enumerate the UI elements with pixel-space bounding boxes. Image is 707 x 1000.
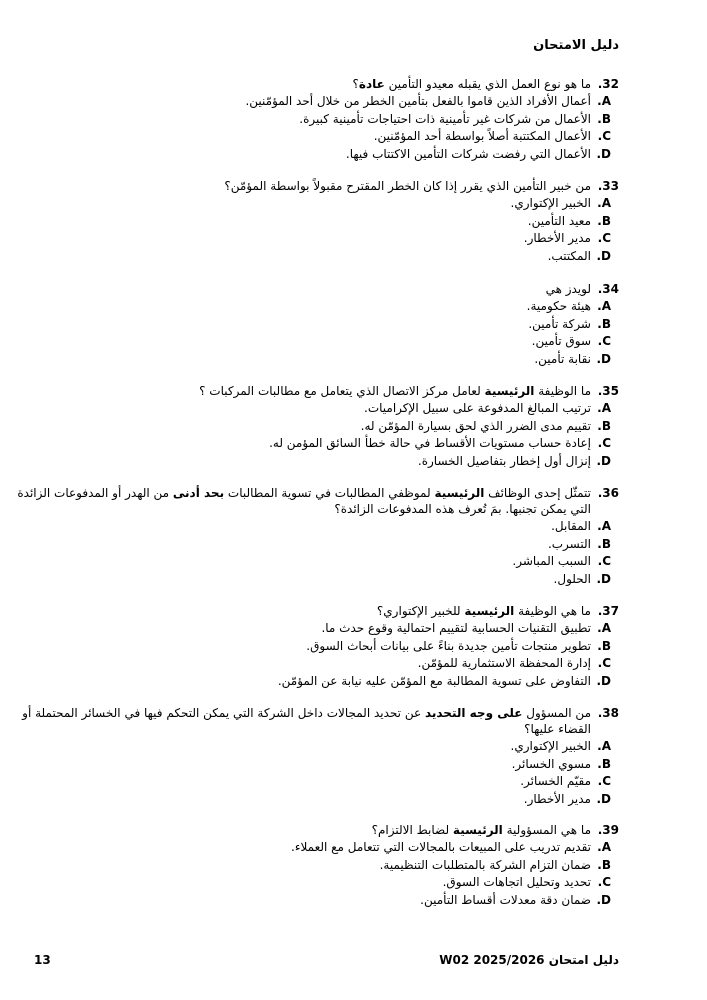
option-d: D. نقابة تأمين. <box>534 351 611 366</box>
question-text: ما هو نوع العمل الذي يقبله معيدو التأمين عادة؟ <box>352 77 591 91</box>
page-header-title: دليل الامتحان <box>533 38 619 53</box>
footer-title: دليل امتحان W02 2025/2026 <box>439 953 619 967</box>
option-list <box>9 518 619 588</box>
question-number: 36. <box>597 486 619 500</box>
question-text: تتمثّل إحدى الوظائف الرئيسية لموظفي المطالبات في تسوية المطالبات بحد أدنى من الهدر أو المدفوعات الزائدة التي يمكن تجنبها. بمَ تُعرف هذه المدفوعات الزائدة؟ <box>17 486 591 516</box>
question-number: 35. <box>597 384 619 398</box>
question-text: من خبير التأمين الذي يقرر إذا كان الخطر المقترح مقبولاً بواسطة المؤمّن؟ <box>224 179 591 193</box>
option-b: B. ضمان التزام الشركة بالمتطلبات التنظيمية. <box>379 857 611 872</box>
option-c: C. السبب المباشر. <box>512 554 611 568</box>
option-list <box>59 400 619 470</box>
option-c: C. سوق تأمين. <box>531 334 611 348</box>
option-b: B. الأعمال من شركات غير تأمينية ذات احتياجات تأمينية كبيرة. <box>299 111 611 126</box>
option-d: D. الأعمال التي رفضت شركات التأمين الاكتتاب فيها. <box>345 146 611 161</box>
option-d: D. المكتتب. <box>547 248 611 263</box>
question-stem <box>59 76 619 92</box>
question-text: ما هي الوظيفة الرئيسية للخبير الإكتواري؟ <box>376 604 591 618</box>
question-stem <box>9 485 619 517</box>
question-text: لويدز هي <box>545 282 591 296</box>
question-stem <box>59 822 619 838</box>
option-d: D. الحلول. <box>553 571 611 586</box>
question-stem <box>59 281 619 297</box>
option-list <box>59 93 619 163</box>
option-c: C. مقيّم الخسائر. <box>520 774 611 788</box>
option-d: D. إنزال أول إخطار بتفاصيل الخسارة. <box>417 453 611 468</box>
option-a: A. هيئة حكومية. <box>526 299 611 313</box>
question-33 <box>59 178 619 265</box>
question-36 <box>9 485 619 588</box>
question-text: ما الوظيفة الرئيسية لعامل مركز الاتصال الذي يتعامل مع مطالبات المركبات ؟ <box>199 384 591 398</box>
question-stem <box>59 603 619 619</box>
question-38 <box>9 705 619 808</box>
option-a: A. تطبيق التقنيات الحسابية لتقييم احتمالية وقوع حدث ما. <box>321 621 611 635</box>
question-number: 33. <box>597 179 619 193</box>
option-b: B. تطوير منتجات تأمين جديدة بناءً على بيانات أبحاث السوق. <box>306 638 611 653</box>
question-number: 32. <box>597 77 619 91</box>
question-number: 38. <box>597 706 619 720</box>
question-number: 39. <box>597 823 619 837</box>
question-number: 34. <box>597 282 619 296</box>
option-a: A. ترتيب المبالغ المدفوعة على سبيل الإكراميات. <box>364 401 611 415</box>
question-text: ما هي المسؤولية الرئيسية لضابط الالتزام؟ <box>371 823 591 837</box>
option-c: C. إعادة حساب مستويات الأقساط في حالة خطأ السائق المؤمن له. <box>269 436 611 450</box>
question-stem <box>59 383 619 399</box>
question-37 <box>59 603 619 690</box>
page-number: 13 <box>34 953 51 967</box>
option-c: C. إدارة المحفظة الاستثمارية للمؤمّن. <box>417 656 611 670</box>
question-39 <box>59 822 619 909</box>
option-b: B. معيد التأمين. <box>527 213 611 228</box>
option-c: C. الأعمال المكتتبة أصلاً بواسطة أحد المؤمّنين. <box>373 129 611 143</box>
option-a: A. الخبير الإكتواري. <box>510 196 611 210</box>
question-stem <box>9 705 619 737</box>
option-list <box>59 620 619 690</box>
question-35 <box>59 383 619 470</box>
question-32 <box>59 76 619 163</box>
question-stem <box>59 178 619 194</box>
option-d: D. مدير الأخطار. <box>523 791 611 806</box>
option-a: A. تقديم تدريب على المبيعات بالمجالات التي تتعامل مع العملاء. <box>291 840 611 854</box>
option-b: B. شركة تأمين. <box>528 316 611 331</box>
option-list <box>59 298 619 368</box>
option-b: B. مسوي الخسائر. <box>511 756 611 771</box>
option-list <box>59 195 619 265</box>
option-d: D. التفاوض على تسوية المطالبة مع المؤمّن عليه نيابة عن المؤمّن. <box>277 673 611 688</box>
option-a: A. المقابل. <box>551 519 611 533</box>
option-list <box>59 839 619 909</box>
option-a: A. أعمال الأفراد الذين قاموا بالفعل بتأمين الخطر من خلال أحد المؤمّنين. <box>245 94 611 108</box>
option-c: C. مدير الأخطار. <box>523 231 611 245</box>
option-b: B. التسرب. <box>547 536 611 551</box>
option-d: D. ضمان دقة معدلات أقساط التأمين. <box>420 892 611 907</box>
question-text: من المسؤول على وجه التحديد عن تحديد المجالات داخل الشركة التي يمكن التحكم فيها في الخسائر المحتملة أو القضاء عليها؟ <box>22 706 591 736</box>
option-c: C. تحديد وتحليل اتجاهات السوق. <box>442 875 611 889</box>
option-list <box>9 738 619 808</box>
page-footer <box>0 953 707 971</box>
question-34 <box>59 281 619 368</box>
option-b: B. تقييم مدى الضرر الذي لحق بسيارة المؤمّن له. <box>360 418 611 433</box>
question-number: 37. <box>597 604 619 618</box>
option-a: A. الخبير الإكتواري. <box>510 739 611 753</box>
